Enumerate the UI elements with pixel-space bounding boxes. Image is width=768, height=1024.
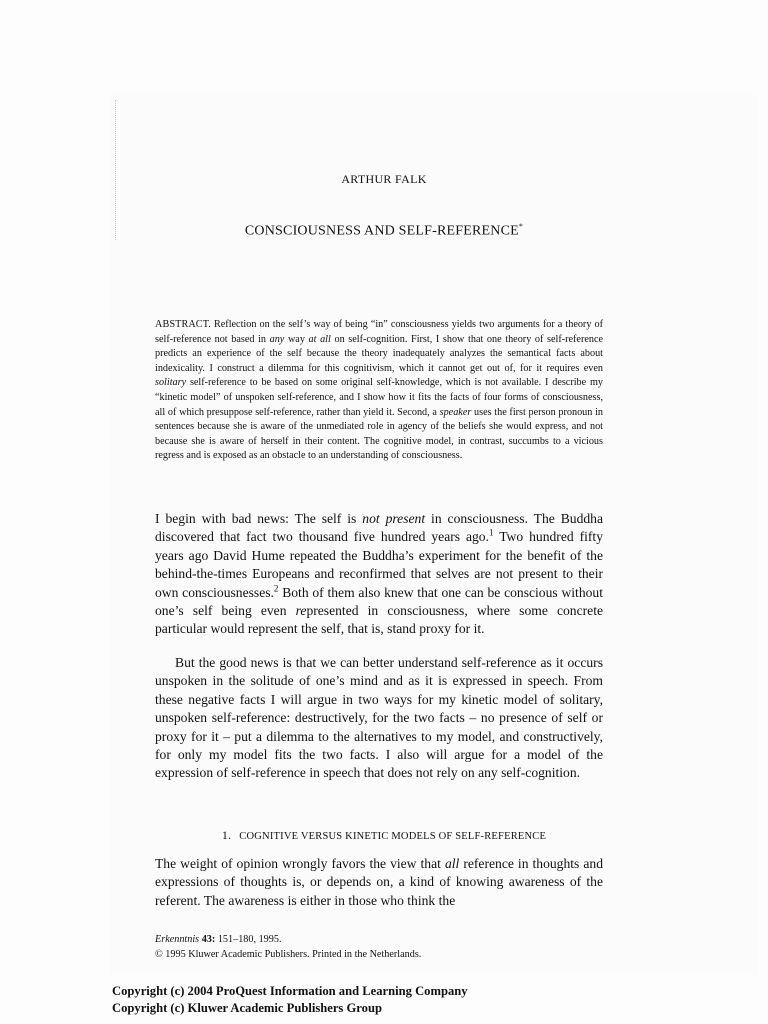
abstract-emphasis: speaker: [439, 406, 472, 418]
abstract: [155, 318, 603, 464]
section-title: COGNITIVE VERSUS KINETIC MODELS OF SELF-REFERENCE: [239, 831, 547, 842]
abstract-text: Reflection on the self’s way of being “in” consciousness yields two arguments for a theory of self-reference not based in: [155, 319, 603, 345]
paragraph-emphasis: all: [444, 856, 460, 871]
abstract-label: ABSTRACT.: [155, 319, 211, 330]
paragraph-text: Two hundred fifty years ago David Hume repeated the Buddha’s experiment for the benefit of the behind-the-times Europeans and reconfirmed that selves are not present to their own consciousnesses.: [155, 529, 604, 600]
abstract-emphasis: solitary: [155, 377, 187, 389]
article-title: [0, 222, 768, 240]
paragraph-text: I begin with bad news: The self is: [155, 511, 363, 526]
abstract-text: on self-cognition. First, I show that one theory of self-reference predicts an experience of the self because the theory inadequately analyzes the semantical facts about indexicality. I construct a dilemma for this cognitivism, which it cannot get out of, for it requires even: [155, 333, 603, 374]
title-footnote-mark: *: [518, 222, 524, 231]
body-paragraph-1: [155, 510, 603, 639]
abstract-emphasis: any: [269, 333, 285, 345]
footnote-ref-2[interactable]: 2: [273, 583, 279, 594]
paragraph-emphasis: not present: [362, 511, 426, 526]
body-paragraph-3: [155, 855, 603, 910]
abstract-text: self-reference to be based on some original self-knowledge, which is not available. I describe my “kinetic model” of unspoken self-reference, and I show how it fits the facts of four forms of consciousness, all of which presuppose self-reference, rather than yield it. Second, a: [155, 377, 603, 418]
article-title-text: CONSCIOUSNESS AND SELF-REFERENCE: [244, 223, 519, 239]
author-name: ARTHUR FALK: [341, 172, 427, 186]
copyright-line-1: Copyright (c) 2004 ProQuest Information and Learning Company: [112, 984, 468, 998]
paragraph-text: Both of them also knew that one can be conscious without one’s self being even: [155, 584, 603, 619]
abstract-text: uses the first person pronoun in sentences because she is aware of the unmediated role in agency of the beliefs she would express, and not because she is aware of herself in their content. The cognitive model, in contrast, succumbs to a vicious regress and is exposed as an obstacle to an understanding of consciousness.: [155, 406, 603, 462]
section-heading: [0, 828, 768, 843]
journal-name: Erkenntnis: [155, 934, 200, 945]
copyright-line-2: Copyright (c) Kluwer Academic Publishers Group: [112, 1001, 382, 1015]
section-number: 1.: [221, 828, 232, 842]
paragraph-text: in consciousness. The Buddha discovered that fact two thousand five hundred years ago.: [155, 511, 604, 545]
paragraph-text: reference in thoughts and expressions of thoughts is, or depends on, a kind of knowing awareness of the referent. The awareness is either in those who think the: [155, 856, 603, 908]
abstract-emphasis: at all: [308, 333, 331, 345]
copyright-footer: [112, 983, 712, 1017]
paragraph-emphasis: re: [295, 603, 307, 619]
citation-line: [155, 932, 603, 947]
abstract-text: way: [284, 333, 309, 345]
publisher-line: © 1995 Kluwer Academic Publishers. Printed in the Netherlands.: [155, 949, 422, 960]
scan-margin-marks: [115, 100, 120, 240]
paragraph-text: The weight of opinion wrongly favors the view that: [155, 856, 445, 871]
journal-volume: 43:: [201, 934, 216, 945]
body-paragraph-2: But the good news is that we can better understand self-reference as it occurs unspoken in the solitude of one’s mind and as it is expressed in speech. From these negative facts I will argue in two ways for my kinetic model of solitary, unspoken self-reference: destructively, for the two facts – no presence of self or proxy for it – put a dilemma to the alternatives to my model, and constructively, for only my model fits the two facts. I also will argue for a model of the expression of self-reference in speech that does not rely on any self-cognition.: [155, 655, 603, 781]
journal-pages: 151–180, 1995.: [217, 934, 282, 945]
footnote-ref-1[interactable]: 1: [489, 527, 494, 538]
paragraph-text: presented in consciousness, where some concrete particular would represent the self, that is, stand proxy for it.: [155, 603, 604, 637]
citation-block: [155, 932, 603, 962]
